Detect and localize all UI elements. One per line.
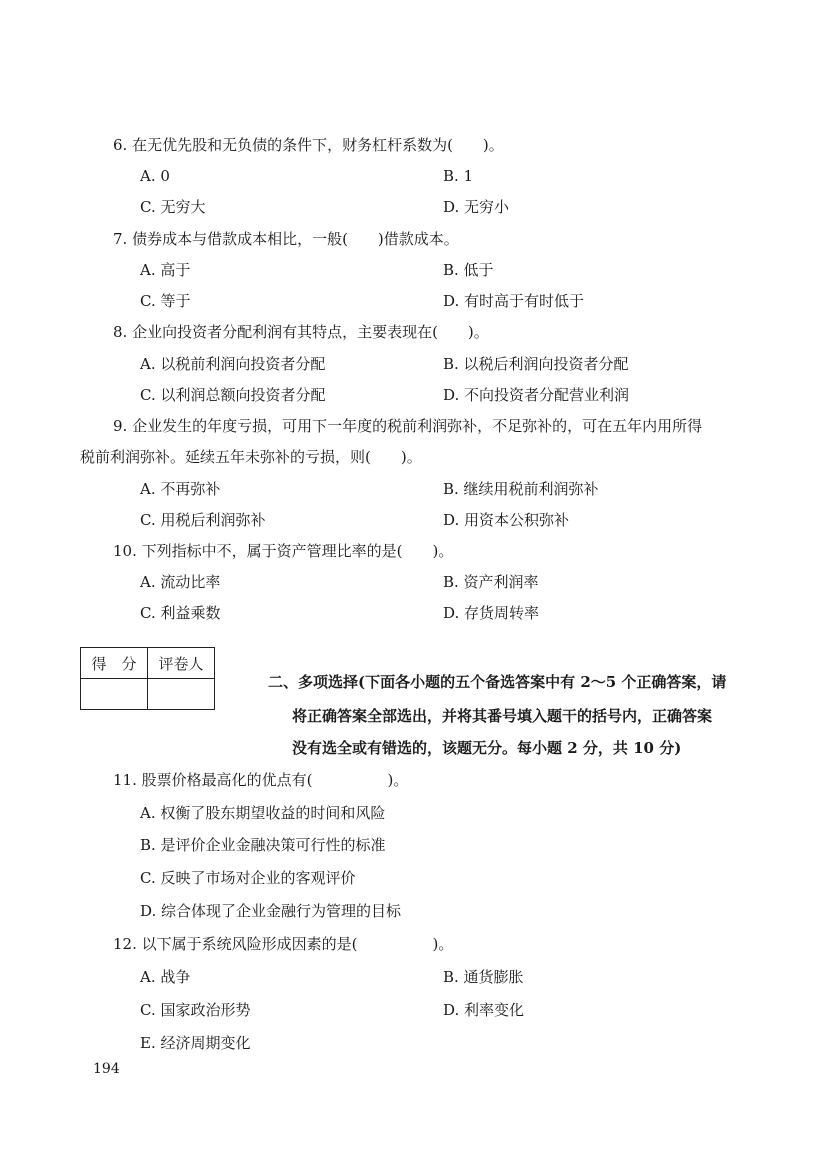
question-11-option-d: D. 综合体现了企业金融行为管理的目标 xyxy=(140,902,402,920)
question-8-stem: 8. 企业向投资者分配利润有其特点，主要表现在( )。 xyxy=(113,323,489,341)
question-8-option-a: A. 以税前利润向投资者分配 xyxy=(140,355,326,373)
question-9-option-d: D. 用资本公积弥补 xyxy=(443,511,570,529)
question-6-option-c: C. 无穷大 xyxy=(140,198,206,216)
question-8-option-b: B. 以税后利润向投资者分配 xyxy=(443,355,629,373)
question-9-option-a: A. 不再弥补 xyxy=(140,480,221,498)
question-12-option-e: E. 经济周期变化 xyxy=(140,1034,251,1052)
question-9-stem-line2: 税前利润弥补。延续五年未弥补的亏损，则( )。 xyxy=(80,448,422,466)
question-6-option-a: A. 0 xyxy=(140,167,170,185)
score-box xyxy=(80,647,215,710)
grader-cell[interactable] xyxy=(148,679,215,710)
score-cell[interactable] xyxy=(81,679,148,710)
question-10-option-d: D. 存货周转率 xyxy=(443,604,540,622)
question-8-option-c: C. 以利润总额向投资者分配 xyxy=(140,386,326,404)
section-2-instructions-line3: 没有选全或有错选的，该题无分。每小题 2 分，共 10 分) xyxy=(292,739,682,757)
question-7-stem: 7. 债券成本与借款成本相比，一般( )借款成本。 xyxy=(113,230,459,248)
question-7-option-d: D. 有时高于有时低于 xyxy=(443,292,585,310)
question-10-option-a: A. 流动比率 xyxy=(140,573,221,591)
question-6-option-d: D. 无穷小 xyxy=(443,198,510,216)
question-10-option-b: B. 资产利润率 xyxy=(443,573,539,591)
question-11-option-a: A. 权衡了股东期望收益的时间和风险 xyxy=(140,804,386,822)
question-11-option-c: C. 反映了市场对企业的客观评价 xyxy=(140,869,356,887)
question-7-option-c: C. 等于 xyxy=(140,292,191,310)
question-6-stem: 6. 在无优先股和无负债的条件下，财务杠杆系数为( )。 xyxy=(113,136,504,154)
question-12-stem: 12. 以下属于系统风险形成因素的是( )。 xyxy=(113,935,454,953)
question-9-option-b: B. 继续用税前利润弥补 xyxy=(443,480,599,498)
section-2-instructions-line2: 将正确答案全部选出，并将其番号填入题干的括号内，正确答案 xyxy=(292,707,713,725)
question-12-option-c: C. 国家政治形势 xyxy=(140,1001,251,1019)
question-8-option-d: D. 不向投资者分配营业利润 xyxy=(443,386,630,404)
grader-label: 评卷人 xyxy=(148,648,215,679)
question-10-option-c: C. 利益乘数 xyxy=(140,604,221,622)
score-label: 得 分 xyxy=(81,648,148,679)
question-11-stem: 11. 股票价格最高化的优点有( )。 xyxy=(113,771,409,789)
question-7-option-a: A. 高于 xyxy=(140,261,191,279)
page-number: 194 xyxy=(93,1061,120,1077)
question-11-option-b: B. 是评价企业金融决策可行性的标准 xyxy=(140,836,386,854)
question-10-stem: 10. 下列指标中不，属于资产管理比率的是( )。 xyxy=(113,542,454,560)
section-2-title: 二、多项选择(下面各小题的五个备选答案中有 2～5 个正确答案，请 xyxy=(268,673,727,691)
question-9-option-c: C. 用税后利润弥补 xyxy=(140,511,266,529)
question-9-stem-line1: 9. 企业发生的年度亏损，可用下一年度的税前利润弥补，不足弥补的，可在五年内用所得 xyxy=(113,417,703,435)
question-12-option-b: B. 通货膨胀 xyxy=(443,968,524,986)
question-12-option-d: D. 利率变化 xyxy=(443,1001,525,1019)
question-12-option-a: A. 战争 xyxy=(140,968,191,986)
question-6-option-b: B. 1 xyxy=(443,167,474,185)
question-7-option-b: B. 低于 xyxy=(443,261,494,279)
